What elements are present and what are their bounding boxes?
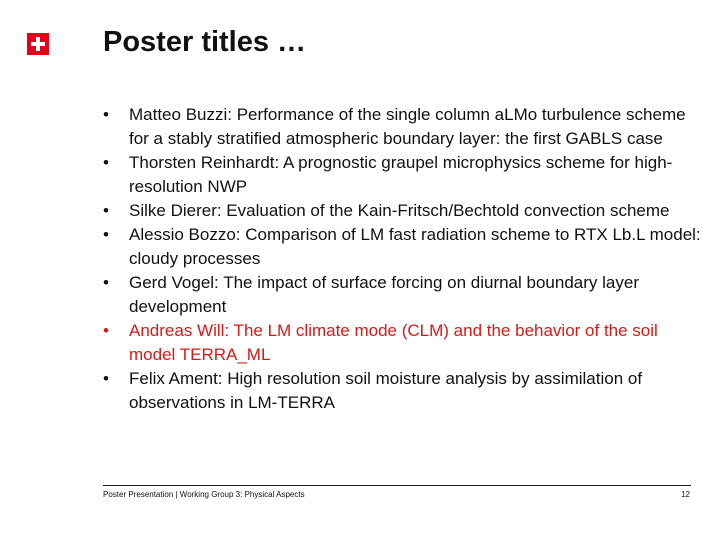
bullet-text: Alessio Bozzo: Comparison of LM fast radiation scheme to RTX Lb.L model: cloudy processes bbox=[129, 225, 701, 268]
footer-divider bbox=[103, 485, 691, 486]
slide-title: Poster titles … bbox=[103, 26, 307, 58]
bullet-dot: • bbox=[103, 369, 109, 388]
bullet-dot: • bbox=[103, 153, 109, 172]
bullet-text: Matteo Buzzi: Performance of the single column aLMo turbulence scheme for a stably stratified atmospheric boundary layer: the first GABLS case bbox=[129, 105, 686, 148]
bullet-item bbox=[103, 103, 703, 151]
bullet-item bbox=[103, 199, 703, 223]
swiss-cross-icon bbox=[27, 33, 49, 55]
bullet-item bbox=[103, 367, 703, 415]
bullet-list bbox=[103, 103, 703, 415]
bullet-text: Andreas Will: The LM climate mode (CLM) and the behavior of the soil model TERRA_ML bbox=[129, 321, 658, 364]
bullet-dot: • bbox=[103, 273, 109, 292]
bullet-item-highlighted bbox=[103, 319, 703, 367]
bullet-item bbox=[103, 271, 703, 319]
bullet-dot: • bbox=[103, 201, 109, 220]
bullet-text: Silke Dierer: Evaluation of the Kain-Fritsch/Bechtold convection scheme bbox=[129, 201, 670, 220]
bullet-item bbox=[103, 151, 703, 199]
footer-caption: Poster Presentation | Working Group 3: Physical Aspects bbox=[103, 490, 305, 499]
bullet-dot: • bbox=[103, 225, 109, 244]
swiss-cross-logo bbox=[27, 33, 49, 55]
bullet-dot: • bbox=[103, 321, 109, 340]
bullet-text: Thorsten Reinhardt: A prognostic graupel microphysics scheme for high-resolution NWP bbox=[129, 153, 673, 196]
bullet-text: Felix Ament: High resolution soil moisture analysis by assimilation of observations in LM-TERRA bbox=[129, 369, 643, 412]
bullet-dot: • bbox=[103, 105, 109, 124]
page-number: 12 bbox=[681, 490, 690, 499]
bullet-text: Gerd Vogel: The impact of surface forcing on diurnal boundary layer development bbox=[129, 273, 639, 316]
bullet-item bbox=[103, 223, 703, 271]
